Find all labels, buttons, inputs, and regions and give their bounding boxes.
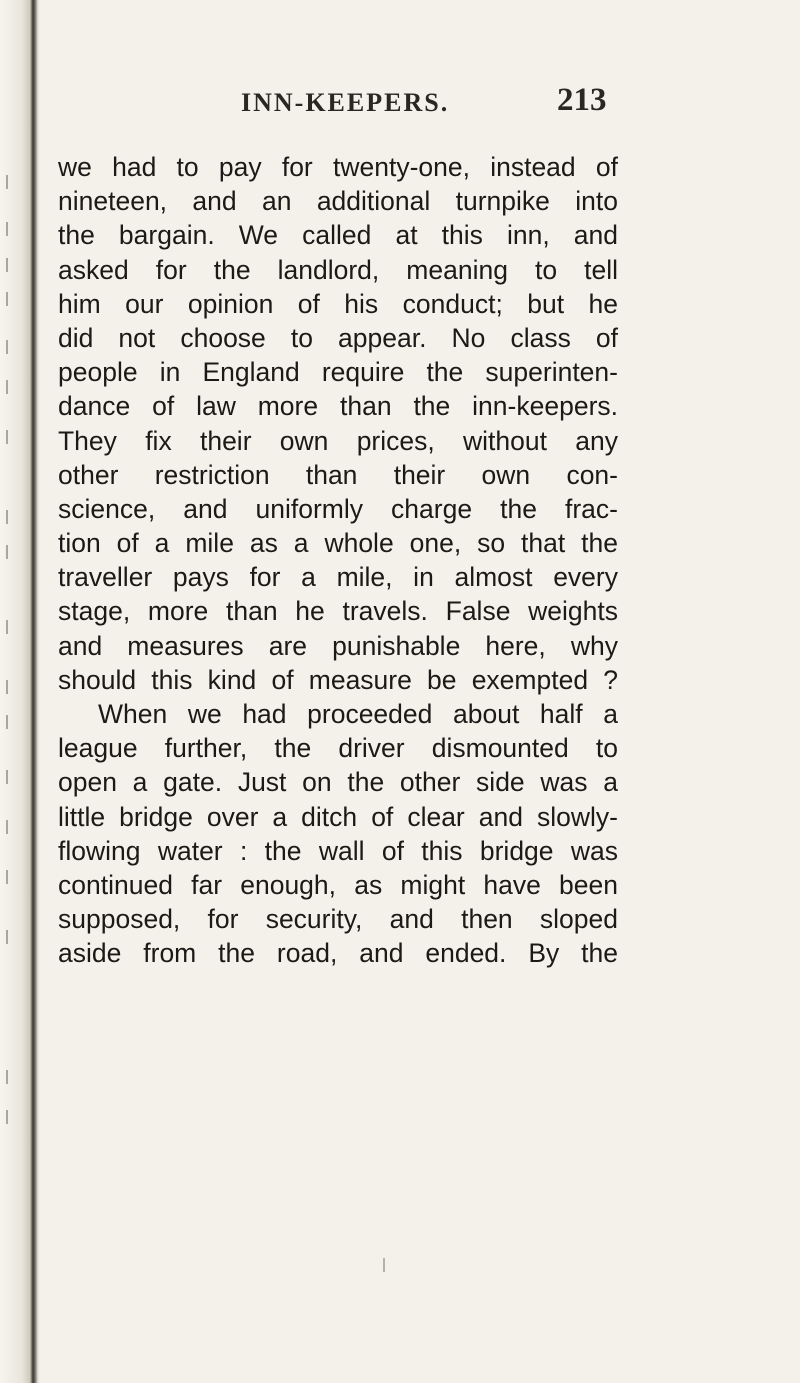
text-line: continued far enough, as might have been [58, 869, 618, 900]
gutter-mark [6, 292, 16, 306]
binding-gutter [0, 0, 40, 1383]
text-line: little bridge over a ditch of clear and slowly- [58, 801, 618, 832]
text-line: we had to pay for twenty-one, instead of [58, 152, 618, 182]
text-line: nineteen, and an additional turnpike into [58, 186, 618, 217]
text-line: league further, the driver dismounted to [58, 733, 618, 764]
text-line: the bargain. We called at this inn, and [58, 220, 618, 251]
text-line: traveller pays for a mile, in almost every [58, 562, 618, 593]
body-text [58, 150, 618, 971]
text-line: people in England require the superinten- [58, 357, 618, 388]
gutter-mark [6, 715, 16, 729]
gutter-mark [6, 222, 16, 236]
gutter-mark [6, 770, 16, 784]
gutter-mark [6, 1070, 16, 1084]
text-line: asked for the landlord, meaning to tell [58, 254, 618, 285]
text-line: did not choose to appear. No class of [58, 322, 618, 353]
gutter-mark [6, 175, 16, 189]
gutter-mark [6, 930, 16, 944]
text-line: stage, more than he travels. False weights [58, 596, 618, 627]
gutter-mark [6, 620, 16, 634]
text-line: him our opinion of his conduct; but he [58, 288, 618, 319]
text-line: tion of a mile as a whole one, so that the [58, 528, 618, 559]
page-header [0, 82, 800, 128]
gutter-mark [6, 510, 16, 524]
page-number: 213 [557, 82, 607, 118]
running-head: INN-KEEPERS. [241, 88, 450, 117]
gutter-mark [6, 680, 16, 694]
text-line: aside from the road, and ended. By the [58, 938, 618, 969]
text-line: flowing water : the wall of this bridge was [58, 835, 618, 866]
text-line: science, and uniformly charge the frac- [58, 493, 618, 524]
text-line: supposed, for security, and then sloped [58, 904, 618, 935]
gutter-mark [6, 870, 16, 884]
paragraph-start-line: When we had proceeded about half a [98, 699, 618, 729]
gutter-mark [6, 258, 16, 272]
ink-speck [383, 1258, 385, 1272]
text-line: and measures are punishable here, why [58, 630, 618, 661]
gutter-mark [6, 340, 16, 354]
text-line: open a gate. Just on the other side was a [58, 767, 618, 798]
text-line: dance of law more than the inn-keepers. [58, 391, 618, 422]
gutter-mark [6, 430, 16, 444]
gutter-mark [6, 380, 16, 394]
gutter-mark [6, 820, 16, 834]
text-line: should this kind of measure be exempted ? [58, 664, 618, 695]
text-line: They fix their own prices, without any [58, 425, 618, 456]
gutter-mark [6, 1110, 16, 1124]
gutter-mark [6, 545, 16, 559]
text-line: other restriction than their own con- [58, 459, 618, 490]
